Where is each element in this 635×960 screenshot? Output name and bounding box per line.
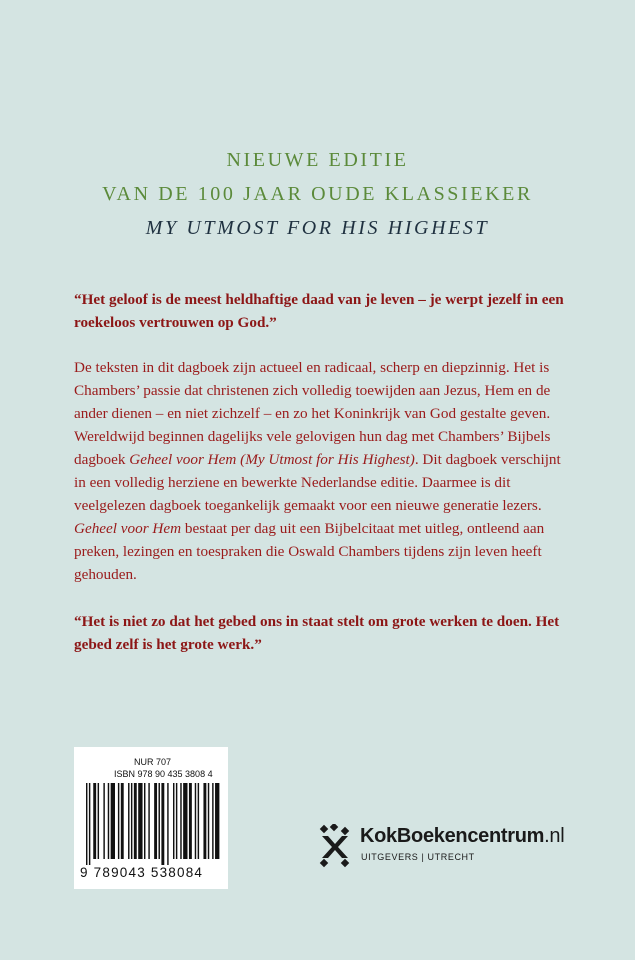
barcode-digits: 9 789043 538084 bbox=[80, 865, 204, 880]
description-paragraph bbox=[74, 356, 574, 586]
barcode-panel bbox=[74, 747, 228, 889]
paragraph-italic-title: Geheel voor Hem (My Utmost for His Highest) bbox=[129, 451, 415, 468]
barcode-icon bbox=[84, 783, 220, 865]
publisher-brand bbox=[360, 825, 564, 848]
publisher-brand-name: KokBoekencentrum bbox=[360, 825, 545, 847]
isbn-text: ISBN 978 90 435 3808 4 bbox=[114, 769, 213, 779]
headline-line-3: MY UTMOST FOR HIS HIGHEST bbox=[145, 217, 490, 239]
publisher-subtitle: UITGEVERS | UTRECHT bbox=[361, 852, 475, 862]
paragraph-part-1: De teksten in dit dagboek zijn actueel en radicaal, scherp en diepzinnig. Het is Chambers’ passie dat christenen zich volledig toewijden aan Jezus, Hem en de ander dienen – en niet zichzelf – en zo het Koninkrijk van God gestalte geven. Wereldwijd beginnen dagelijks vele gelovigen hun dag met Chambers’ Bijbels dagboek bbox=[74, 359, 551, 468]
paragraph-italic-title-2: Geheel voor Hem bbox=[74, 520, 182, 537]
headline-line-1: NIEUWE EDITIE bbox=[226, 149, 409, 171]
paragraph-part-2: . Dit dagboek verschijnt in een volledig herziene en bewerkte Nederlandse editie. Daarmee is dit veelgelezen dagboek toegankelijk gemaakt voor een nieuwe generatie lezers. bbox=[74, 451, 561, 514]
nur-code: NUR 707 bbox=[134, 757, 172, 767]
quote-2: “Het is niet zo dat het gebed ons in staat stelt om grote werken te doen. Het gebed zelf is het grote werk.” bbox=[74, 613, 560, 653]
kok-logo-icon bbox=[318, 824, 352, 868]
quote-1: “Het geloof is de meest heldhaftige daad van je leven – je werpt jezelf in een roekeloos vertrouwen op God.” bbox=[74, 291, 564, 331]
headline bbox=[0, 143, 635, 245]
headline-line-2: VAN DE 100 JAAR OUDE KLASSIEKER bbox=[102, 183, 533, 205]
publisher-brand-suffix: .nl bbox=[544, 825, 565, 847]
paragraph-part-3: bestaat per dag uit een Bijbelcitaat met uitleg, ontleend aan preken, lezingen en toespraken die Oswald Chambers tijdens zijn leven heeft gehouden. bbox=[74, 520, 545, 583]
